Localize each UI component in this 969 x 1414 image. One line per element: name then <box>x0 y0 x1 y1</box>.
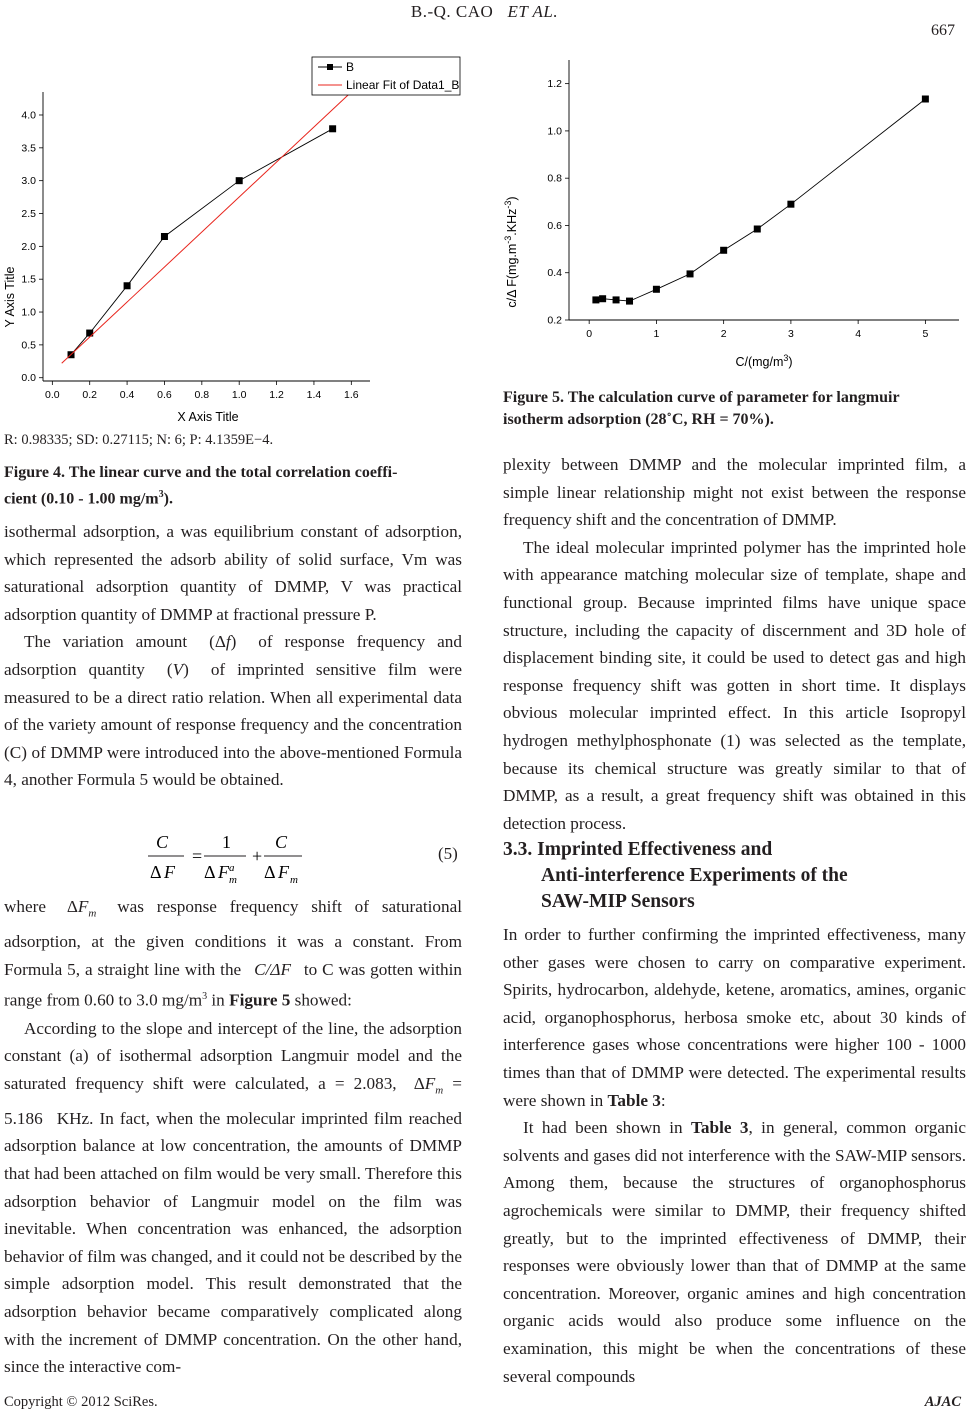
y-tick-label: 1.0 <box>547 125 562 138</box>
x-tick-label: 3 <box>787 328 794 340</box>
paragraph: plexity between DMMP and the molecular imprinted film, a simple linear relationship might not exist between the response frequency shift and the concentration of DMMP. <box>503 455 966 530</box>
data-point <box>787 201 794 208</box>
x-tick-label: 0.4 <box>119 389 135 401</box>
y-tick-label: 4.0 <box>21 109 36 122</box>
data-point <box>86 330 93 337</box>
legend-label-fit: Linear Fit of Data1_B <box>346 78 460 92</box>
paragraph: where $\Delta F_m$ was response frequency shift of saturational adsorption, at the given conditions it was a constant. From Formula 5, a straight line with the C/ΔF to C was gotten within range from 0.60 to 3.0 $mg/m^3$ in Figure 5 showed: <box>4 897 463 1010</box>
y-tick-label: 0.5 <box>21 339 36 352</box>
figure4-ylabel: Y Axis Title <box>3 266 17 328</box>
svg-text:Δ: Δ <box>264 862 276 882</box>
x-tick-label: 1 <box>653 328 660 340</box>
figure5-axes <box>547 60 959 340</box>
figure4-xlabel: X Axis Title <box>177 410 239 424</box>
y-tick-label: 1.0 <box>21 306 36 319</box>
data-point <box>613 296 620 303</box>
data-point <box>720 247 727 254</box>
x-tick-label: 4 <box>855 328 862 340</box>
svg-text:a: a <box>229 862 235 874</box>
figure5-chart <box>500 52 969 374</box>
svg-text:C: C <box>275 832 288 852</box>
x-tick-label: 0.8 <box>194 389 210 401</box>
svg-text:Δ: Δ <box>204 862 216 882</box>
y-tick-label: 3.0 <box>21 175 36 188</box>
figure4-stats: R: 0.98335; SD: 0.27115; N: 6; P: 4.1359E−4. <box>4 432 274 448</box>
data-point <box>329 125 336 132</box>
y-tick-label: 2.5 <box>21 208 36 221</box>
svg-text:=: = <box>192 846 203 866</box>
x-tick-label: 5 <box>922 328 929 340</box>
left-column <box>4 518 462 794</box>
data-point <box>592 296 599 303</box>
x-tick-label: 2 <box>720 328 727 340</box>
svg-text:F: F <box>164 862 175 882</box>
left-column-continued <box>4 893 462 1381</box>
figure4-marks <box>62 92 352 363</box>
svg-text:+: + <box>252 846 263 866</box>
x-tick-label: 1.4 <box>306 389 322 401</box>
data-point <box>236 177 243 184</box>
right-column-continued <box>503 921 966 1390</box>
paragraph: It had been shown in Table 3, in general, common organic solvents and gases did not interference with the SAW-MIP sensors. Among them, because the structures of organophosphorus agrochemicals were similar to DMMP, their frequency shifted greatly, but to the imprinted effectiveness of DMMP, their responses were obviously lower than that of DMMP at the same concentration. Moreover, organic amines and high concentration organic acids would also produce some influence on the examination, this might be when the concentrations of these several compounds <box>503 1118 966 1386</box>
svg-text:m: m <box>290 874 298 886</box>
data-point <box>687 270 694 277</box>
x-tick-label: 1.0 <box>231 389 247 401</box>
data-point <box>922 96 929 103</box>
y-tick-label: 1.2 <box>547 78 562 91</box>
paragraph: The ideal molecular imprinted polymer has the imprinted hole with appearance matching molecular size of template, shape and functional group. Because imprinted films have unique space structure, including the capacity of discernment and 3D hole of displacement binding site, it could be used to detect gas and high response frequency shift was gotten in short time. It displays obvious molecular imprinted effect. In this article Isopropyl hydrogen methylphosphonate (1) was selected as the template, because its chemical structure was greatly similar to that of DMMP, as a result, a great frequency shift was obtained in this detection process. <box>503 537 966 833</box>
figure5-caption: Figure 5. The calculation curve of parameter for langmuir isotherm adsorption (28˚C, RH = 70%). <box>503 389 900 428</box>
figure5-marks <box>592 96 928 305</box>
data-point <box>754 226 761 233</box>
y-tick-label: 0.2 <box>547 314 562 327</box>
paragraph: According to the slope and intercept of the line, the adsorption constant (a) of isothermal adsorption Langmuir model and the saturated frequency shift were calculated, a = 2.083, $\Delta F_m = 5.186$ KHz. In fact, when the molecular imprinted film reached adsorption balance at low concentration, the amounts of DMMP that had been attached on film would be very small. Therefore this adsorption behavior of Langmuir model on the film was inevitable. When concentration was enhanced, the adsorption behavior of film was changed, and it could not be described by the simple adsorption model. This result demonstrated that the adsorption behavior became comparatively complicated along with the increment of DMMP concentration. On the other hand, since the interactive com- <box>4 1018 462 1377</box>
footer-journal: AJAC <box>924 1394 961 1410</box>
section-heading: 3.3. Imprinted Effectiveness and Anti-interference Experiments of the SAW-MIP Sensors <box>503 839 848 912</box>
header-author: B.-Q. CAO <box>410 2 494 21</box>
y-tick-label: 3.5 <box>21 142 36 155</box>
series-line-1 <box>62 92 352 363</box>
page-number: 667 <box>931 22 955 39</box>
svg-text:Δ: Δ <box>150 862 162 882</box>
data-point <box>626 298 633 305</box>
data-point <box>161 233 168 240</box>
paragraph: In order to further confirming the imprinted effectiveness, many other gases were chosen to carry on comparative experiment. Spirits, hydrocarbon, aldehyde, ketene, aromatics, amines, organic acid, organophosphorus, herbosa smoke etc, about 30 kinds of interference gases whose concentrations were higher 100 - 1000 times than that of DMMP were detected. The experimental results were shown in Table 3: <box>503 925 966 1110</box>
header-etal: ET AL. <box>507 2 559 21</box>
y-tick-label: 1.5 <box>21 273 36 286</box>
paragraph: The variation amount (Δf) of response frequency and adsorption quantity (V) of imprinted sensitive film were measured to be a direct ratio relation. When all experimental data of the variety amount of response frequency and the concentration (C) of DMMP were introduced into the above-mentioned Formula 4, another Formula 5 would be obtained. <box>4 632 463 790</box>
equation-5 <box>140 826 320 892</box>
running-header <box>0 2 969 22</box>
series-line-0 <box>596 99 926 301</box>
y-tick-label: 0.4 <box>547 267 562 280</box>
svg-text:m: m <box>229 874 237 886</box>
y-tick-label: 0.0 <box>21 372 36 385</box>
x-tick-label: 1.6 <box>344 389 359 401</box>
figure5-xlabel: $C/(mg/m^3)$ <box>735 353 793 369</box>
paragraph: isothermal adsorption, a was equilibrium constant of adsorption, which represented the adsorb ability of solid surface, Vm was saturational adsorption quantity of DMMP, V was practical adsorption quantity of DMMP at fractional pressure P. <box>4 522 462 624</box>
figure5-ylabel: c/Δ $F(mg.m^{-3}.KHz^{-3})$ <box>503 196 519 308</box>
y-tick-label: 0.6 <box>547 219 562 232</box>
svg-text:F: F <box>278 862 289 882</box>
y-tick-label: 0.8 <box>547 172 562 185</box>
figure4-legend <box>312 57 460 95</box>
x-tick-label: 1.2 <box>269 389 284 401</box>
legend-label-b: B <box>346 60 355 74</box>
data-point <box>599 295 606 302</box>
y-tick-label: 2.0 <box>21 240 36 253</box>
svg-text:C: C <box>156 832 169 852</box>
x-tick-label: 0.2 <box>82 389 98 401</box>
x-tick-label: 0.6 <box>157 389 172 401</box>
x-tick-label: 0 <box>586 328 593 340</box>
svg-text:1: 1 <box>222 832 231 852</box>
svg-text:F: F <box>218 862 229 882</box>
figure4-chart <box>0 52 470 430</box>
data-point <box>124 282 131 289</box>
series-line-0 <box>71 129 333 355</box>
figure4-caption: Figure 4. The linear curve and the total correlation coeffi- cient (0.10 - 1.00 $mg/m^3$). <box>4 464 398 508</box>
right-column <box>503 451 966 837</box>
equation-number: (5) <box>438 844 458 863</box>
data-point <box>653 286 660 293</box>
x-tick-label: 0.0 <box>45 389 60 401</box>
footer-copyright: Copyright © 2012 SciRes. <box>4 1394 158 1410</box>
